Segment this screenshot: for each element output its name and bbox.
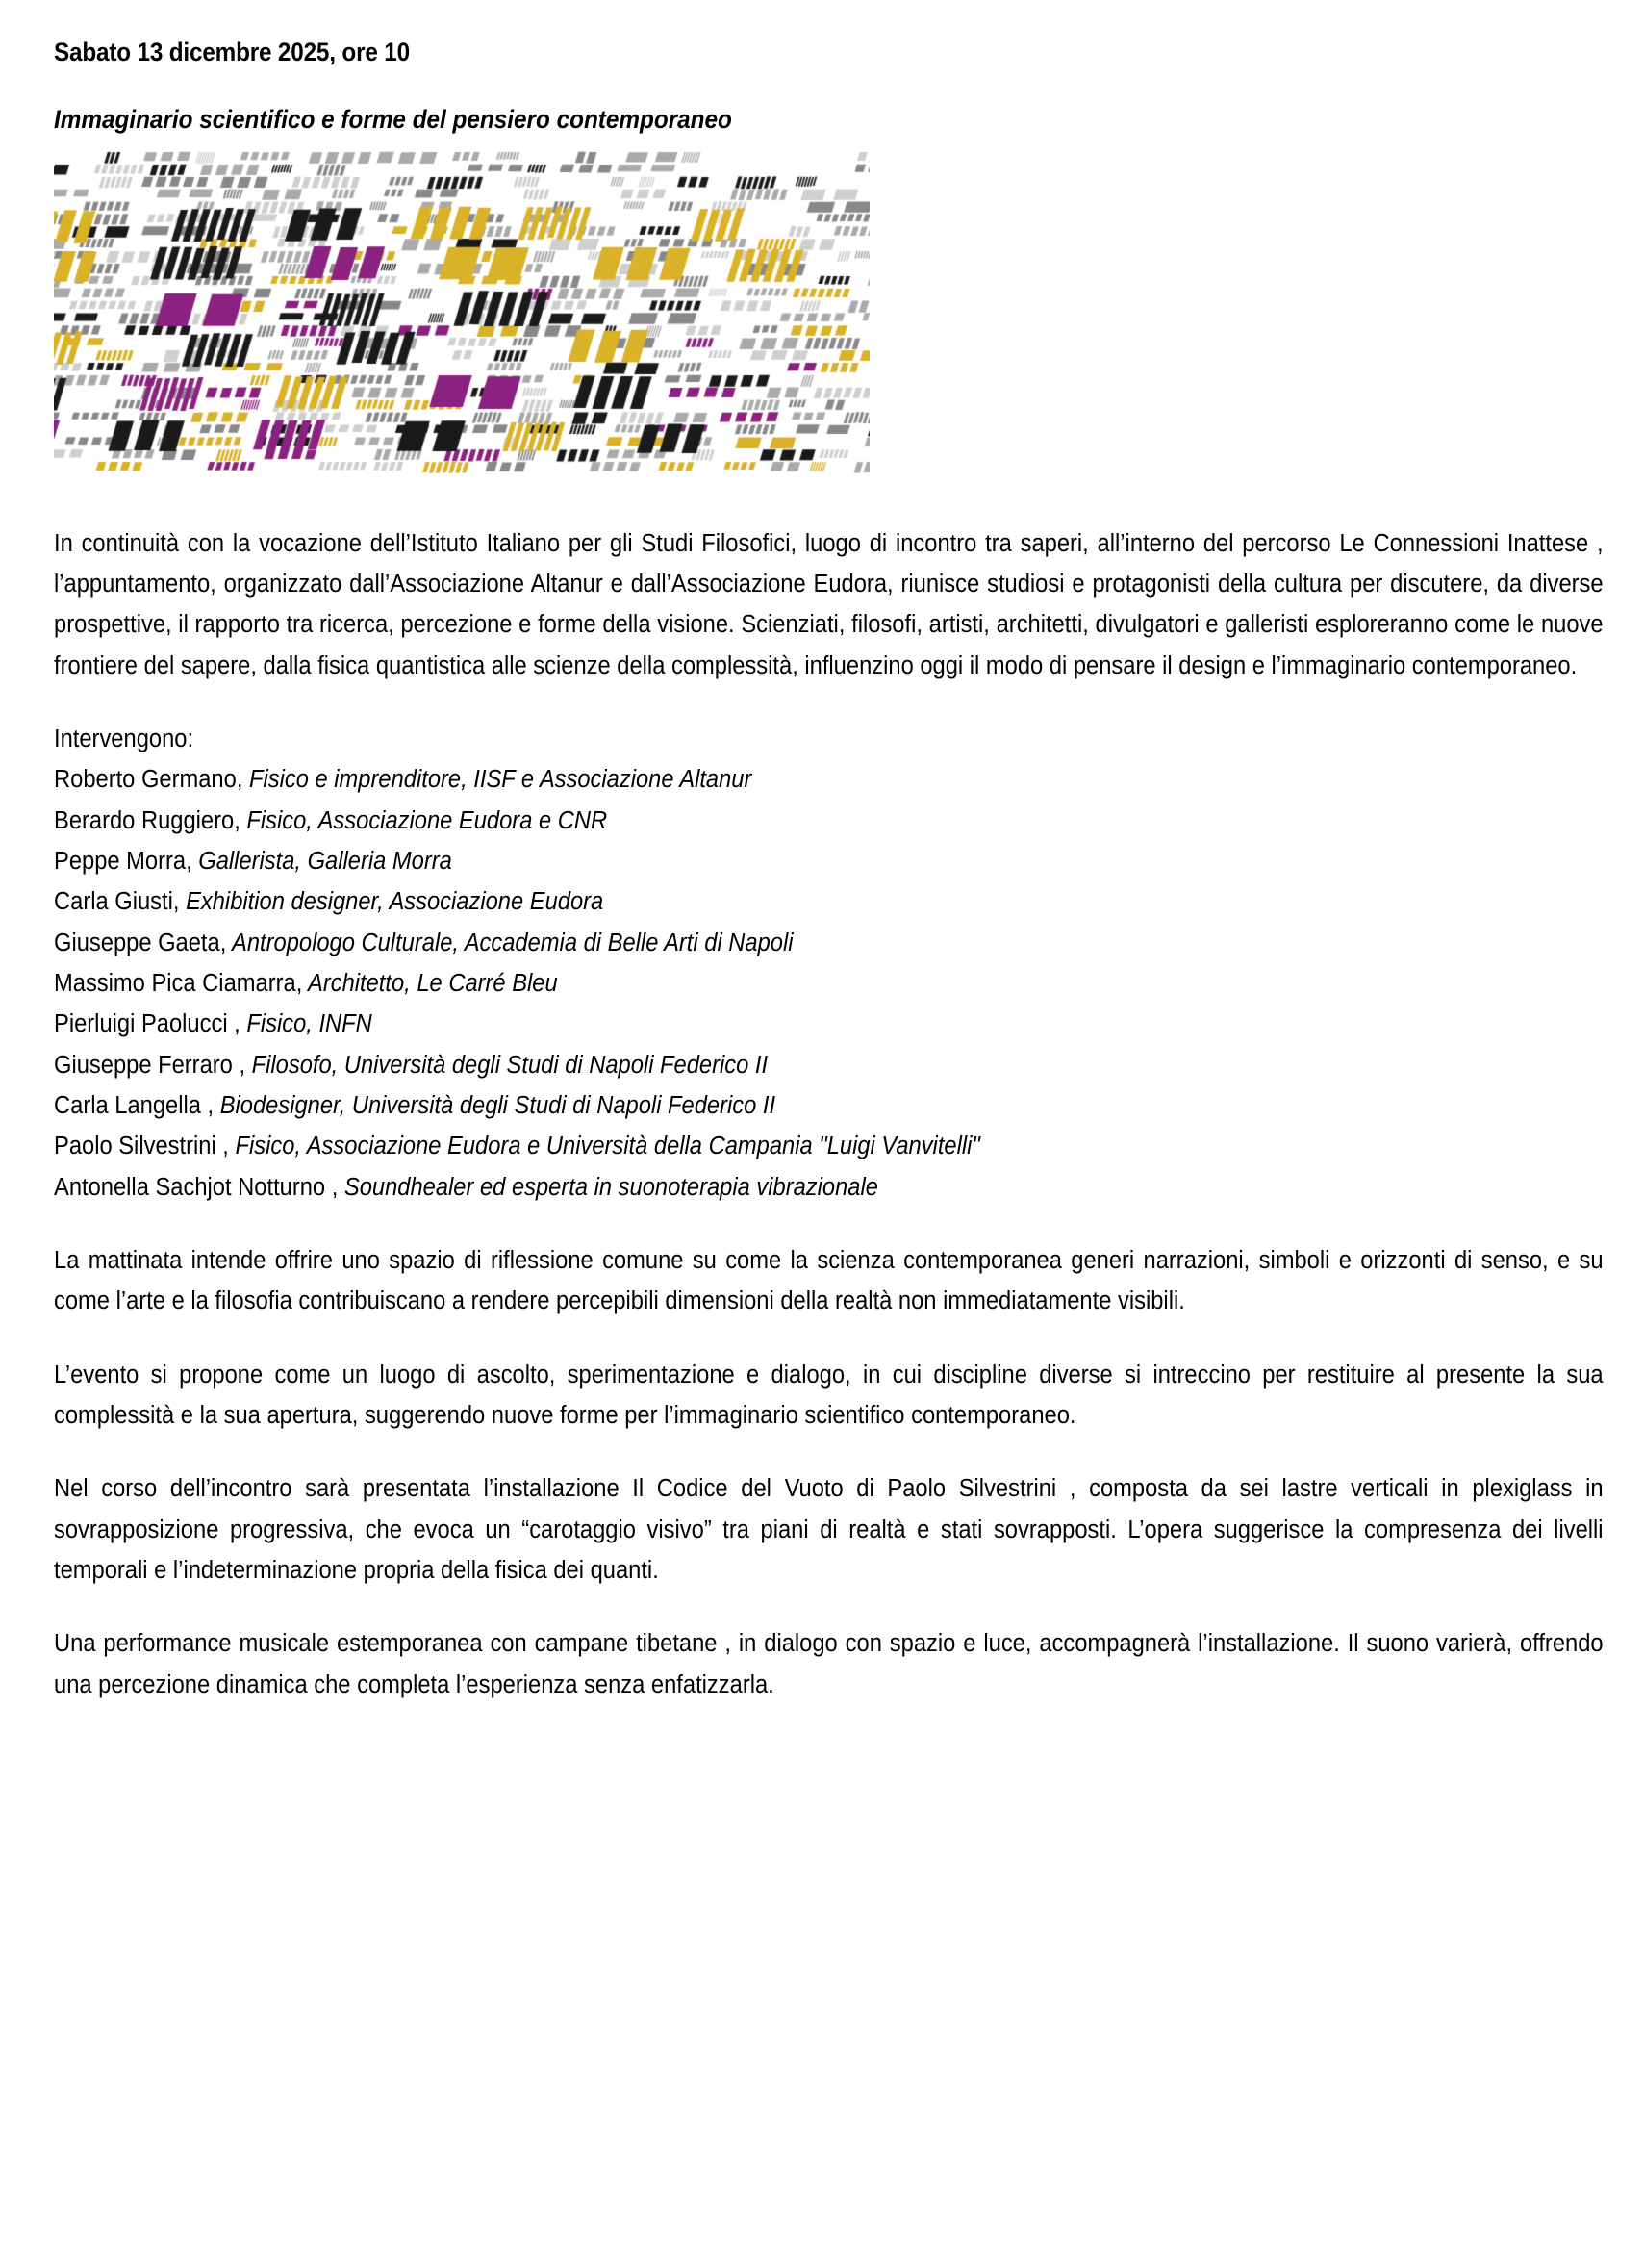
list-item <box>54 1004 1604 1044</box>
speaker-role: Fisico, Associazione Eudora e Università della Campania "Luigi Vanvitelli" <box>228 1133 980 1160</box>
date-heading: Sabato 13 dicembre 2025, ore 10 <box>54 38 410 66</box>
speaker-name: Giuseppe Ferraro , <box>54 1051 246 1079</box>
speaker-role: Biodesigner, Università degli Studi di Napoli Federico II <box>214 1092 776 1120</box>
speaker-role: Fisico, Associazione Eudora e CNR <box>240 806 608 834</box>
list-item <box>54 841 1604 881</box>
speaker-role: Filosofo, Università degli Studi di Napoli Federico II <box>245 1051 769 1079</box>
list-item <box>54 1167 1604 1208</box>
speaker-name: Roberto Germano, <box>54 766 243 794</box>
list-item <box>54 801 1604 841</box>
paragraph-intro: In continuità con la vocazione dell’Istituto Italiano per gli Studi Filosofici, luogo di incontro tra saperi, all’interno del percorso Le Connessioni Inattese , l’appuntamento, organizzato dall’Associazione Altanur e dall’Associazione Eudora, riunisce studiosi e protagonisti della cultura per discutere, da diverse prospettive, il rapporto tra ricerca, percezione e forme della visione. Scienziati, filosofi, artisti, architetti, divulgatori e galleristi esploreranno come le nuove frontiere del sapere, dalla fisica quantistica alle scienze della complessità, influenzino oggi il modo di pensare il design e l’immaginario contemporaneo. <box>54 529 1604 679</box>
speaker-name: Paolo Silvestrini , <box>54 1133 229 1160</box>
speakers-list <box>54 719 1604 1208</box>
speaker-role: Architetto, Le Carré Bleu <box>302 970 558 998</box>
body-text <box>54 523 1604 1705</box>
artwork-canvas <box>54 151 870 473</box>
paragraph-mattinata: La mattinata intende offrire uno spazio di riflessione comune su come la scienza contemporanea generi narrazioni, simboli e orizzonti di senso, e su come l’arte e la filosofia contribuiscano a rendere percepibili dimensioni della realtà non immediatamente visibili. <box>54 1247 1604 1315</box>
speaker-role: Gallerista, Galleria Morra <box>191 848 452 876</box>
list-item <box>54 759 1604 800</box>
speaker-name: Pierluigi Paolucci , <box>54 1010 240 1038</box>
document-content <box>54 0 1604 1705</box>
speaker-role: Fisico e imprenditore, IISF e Associazione Altanur <box>242 766 752 794</box>
list-item <box>54 923 1604 963</box>
speaker-name: Antonella Sachjot Notturno , <box>54 1173 339 1201</box>
speaker-role: Fisico, INFN <box>240 1010 372 1038</box>
paragraph-installazione: Nel corso dell’incontro sarà presentata l’installazione Il Codice del Vuoto di Paolo Silvestrini , composta da sei lastre verticali in plexiglass in sovrapposizione progressiva, che evoca un “carotaggio visivo” tra piani di realtà e stati sovrapposti. L’opera suggerisce la compresenza dei livelli temporali e l’indeterminazione propria della fisica dei quanti. <box>54 1475 1604 1584</box>
list-item <box>54 1085 1604 1126</box>
speaker-role: Exhibition designer, Associazione Eudora <box>179 888 604 916</box>
speaker-name: Giuseppe Gaeta, <box>54 929 227 956</box>
list-item <box>54 881 1604 922</box>
event-title: Immaginario scientifico e forme del pensiero contemporaneo <box>54 105 732 135</box>
artwork-image <box>54 151 870 473</box>
speaker-name: Peppe Morra, <box>54 848 192 876</box>
paragraph-evento: L’evento si propone come un luogo di ascolto, sperimentazione e dialogo, in cui discipline diverse si intreccino per restituire al presente la sua complessità e la sua apertura, suggerendo nuove forme per l’immaginario scientifico contemporaneo. <box>54 1361 1604 1430</box>
speaker-name: Berardo Ruggiero, <box>54 806 240 834</box>
speaker-name: Carla Giusti, <box>54 888 180 916</box>
list-item <box>54 1126 1604 1166</box>
list-item <box>54 963 1604 1004</box>
speakers-lead-label: Intervengono: <box>54 726 194 753</box>
speaker-role: Soundhealer ed esperta in suonoterapia vibrazionale <box>338 1173 878 1201</box>
paragraph-performance: Una performance musicale estemporanea con campane tibetane , in dialogo con spazio e luce, accompagnerà l’installazione. Il suono varierà, offrendo una percezione dinamica che completa l’esperienza senza enfatizzarla. <box>54 1630 1604 1698</box>
list-item <box>54 1045 1604 1085</box>
speaker-name: Carla Langella , <box>54 1092 215 1120</box>
speaker-role: Antropologo Culturale, Accademia di Belle Arti di Napoli <box>226 929 794 956</box>
speaker-name: Massimo Pica Ciamarra, <box>54 970 303 998</box>
